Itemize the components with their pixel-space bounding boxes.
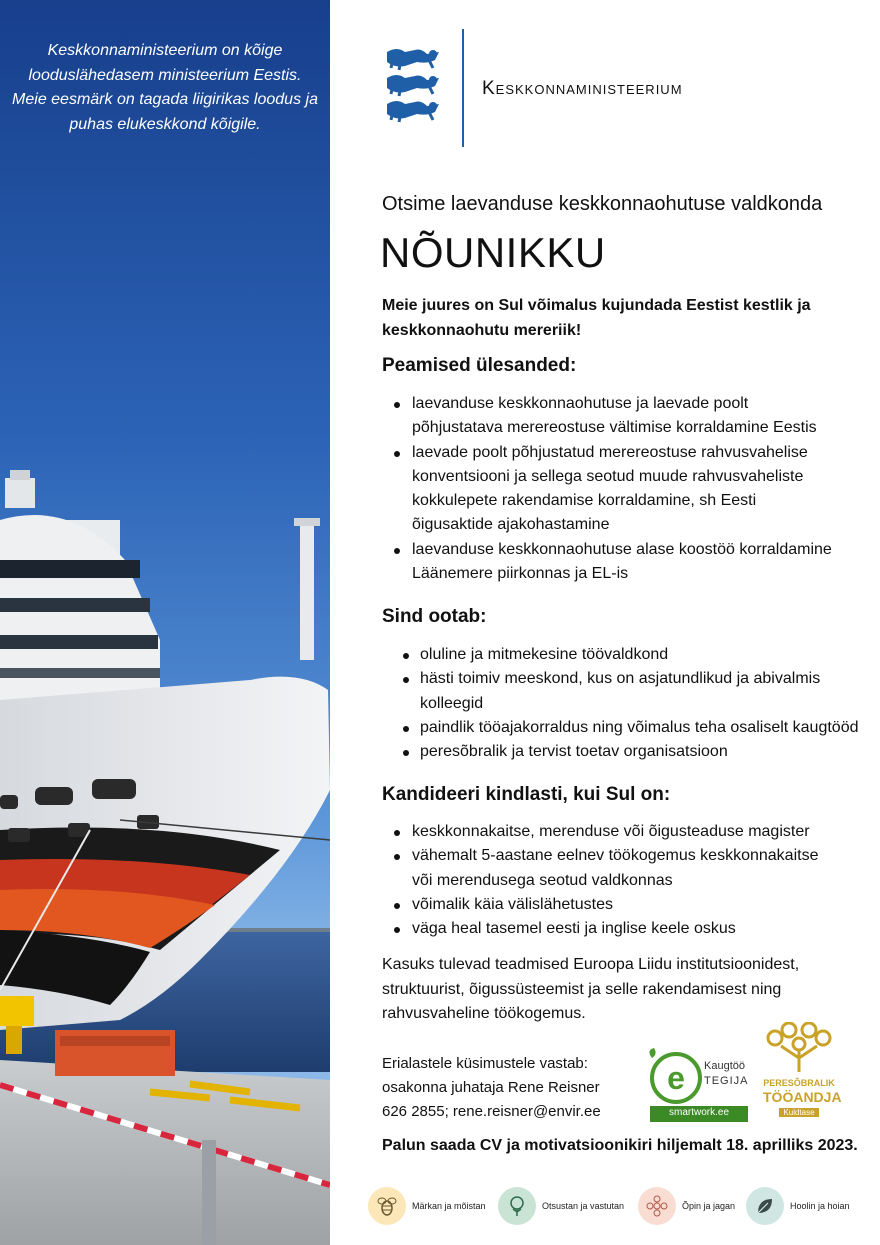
duties-heading: Peamised ülesanded: xyxy=(382,355,577,376)
bee-icon xyxy=(368,1187,406,1225)
tree-of-people-icon xyxy=(763,1022,835,1074)
cover-photo xyxy=(0,0,330,1245)
contact-line: osakonna juhataja Rene Reisner xyxy=(382,1079,600,1096)
paragraph-line: rahvusvaheline töökogemus. xyxy=(382,1005,586,1022)
smartwork-badge xyxy=(640,1048,755,1124)
ship-photo xyxy=(0,0,330,1245)
list-item: vähemalt 5-aastane eelnev töökogemus keskkonnakaitse või merendusega seotud valdkonnas xyxy=(382,844,842,893)
paragraph-line: struktuurist, õigussüsteemist ja selle rakendamisest ning xyxy=(382,980,782,998)
duties-list xyxy=(382,392,832,586)
tagline-line: looduslähedasem ministeerium Eestis. xyxy=(28,66,302,84)
smartwork-line1: Kaugtöö xyxy=(704,1060,745,1072)
tagline xyxy=(10,39,320,137)
list-item: peresõbralik ja tervist toetav organisatsioon xyxy=(400,740,862,764)
tagline-line: puhas elukeskkond kõigile. xyxy=(69,115,261,133)
family-line2: TÖÖANDJA xyxy=(763,1089,842,1105)
logo-divider xyxy=(462,29,464,147)
smartwork-footer: smartwork.ee xyxy=(668,1107,729,1118)
contact-email[interactable]: 626 2855; rene.reisner@envir.ee xyxy=(382,1103,601,1120)
lead-line: Meie juures on Sul võimalus kujundada Eestist kestlik ja xyxy=(382,297,811,314)
list-item: paindlik tööajakorraldus ning võimalus teha osaliselt kaugtööd xyxy=(400,716,862,740)
tagline-line: Meie eesmärk on tagada liigirikas loodus ja xyxy=(12,91,318,108)
requirements-heading: Kandideeri kindlasti, kui Sul on: xyxy=(382,784,671,805)
value-item xyxy=(368,1184,486,1228)
offer-list xyxy=(382,643,862,764)
leaf-icon xyxy=(746,1187,784,1225)
list-item: laevanduse keskkonnaohutuse alase koostöö korraldamine Läänemere piirkonnas ja EL-is xyxy=(382,538,832,587)
smartwork-line2: TEGIJA xyxy=(704,1075,749,1087)
job-title: NÕUNIKKU xyxy=(380,229,606,276)
requirements-list xyxy=(382,820,842,941)
value-label: Märkan ja mõistan xyxy=(412,1201,486,1211)
value-item xyxy=(498,1184,624,1228)
family-friendly-badge xyxy=(763,1022,842,1122)
advantage-paragraph xyxy=(382,953,832,1027)
list-item: oluline ja mitmekesine töövaldkond xyxy=(400,643,862,667)
deadline-text: Palun saada CV ja motivatsioonikiri hiljemalt 18. aprilliks 2023. xyxy=(382,1137,858,1154)
family-line1: PERESÕBRALIK xyxy=(763,1078,835,1088)
value-item xyxy=(746,1184,850,1228)
value-item xyxy=(638,1184,735,1228)
value-label: Õpin ja jagan xyxy=(682,1201,736,1211)
job-subtitle: Otsime laevanduse keskkonnaohutuse valdkonda xyxy=(382,193,823,215)
svg-text:e: e xyxy=(667,1060,685,1096)
value-label: Hoolin ja hoian xyxy=(790,1201,850,1211)
value-label: Otsustan ja vastutan xyxy=(542,1201,625,1211)
coat-of-arms-logo xyxy=(383,46,445,130)
list-item: väga heal tasemel eesti ja inglise keele oskus xyxy=(382,917,842,941)
flower-icon xyxy=(638,1187,676,1225)
list-item: laevanduse keskkonnaohutuse ja laevade poolt põhjustatava merereostuse vältimise korraldamine Eestis xyxy=(382,392,832,441)
list-item: võimalik käia välislähetustes xyxy=(382,893,842,917)
offer-heading: Sind ootab: xyxy=(382,606,487,627)
contact-block xyxy=(382,1052,622,1124)
tagline-line: Keskkonnaministeerium on kõige xyxy=(47,42,283,59)
list-item: laevade poolt põhjustatud merereostuse rahvusvahelise konventsiooni ja sellega seotud muude rahvusvaheliste kokkulepete rakendamise korraldamine, sh Eesti õigusaktide ajakohastamine xyxy=(382,441,832,538)
org-name: Keskkonnaministeerium xyxy=(482,78,683,99)
contact-line: Erialastele küsimustele vastab: xyxy=(382,1055,588,1072)
tree-icon xyxy=(498,1187,536,1225)
values-row xyxy=(368,1184,868,1228)
family-line3: Kuldtase xyxy=(779,1108,819,1117)
lead-text xyxy=(382,293,852,343)
list-item: keskkonnakaitse, merenduse või õigusteaduse magister xyxy=(382,820,842,844)
list-item: hästi toimiv meeskond, kus on asjatundlikud ja abivalmis kolleegid xyxy=(400,667,830,716)
paragraph-line: Kasuks tulevad teadmised Euroopa Liidu institutsioonidest, xyxy=(382,956,800,973)
lead-line: keskkonnaohutu mereriik! xyxy=(382,322,582,339)
